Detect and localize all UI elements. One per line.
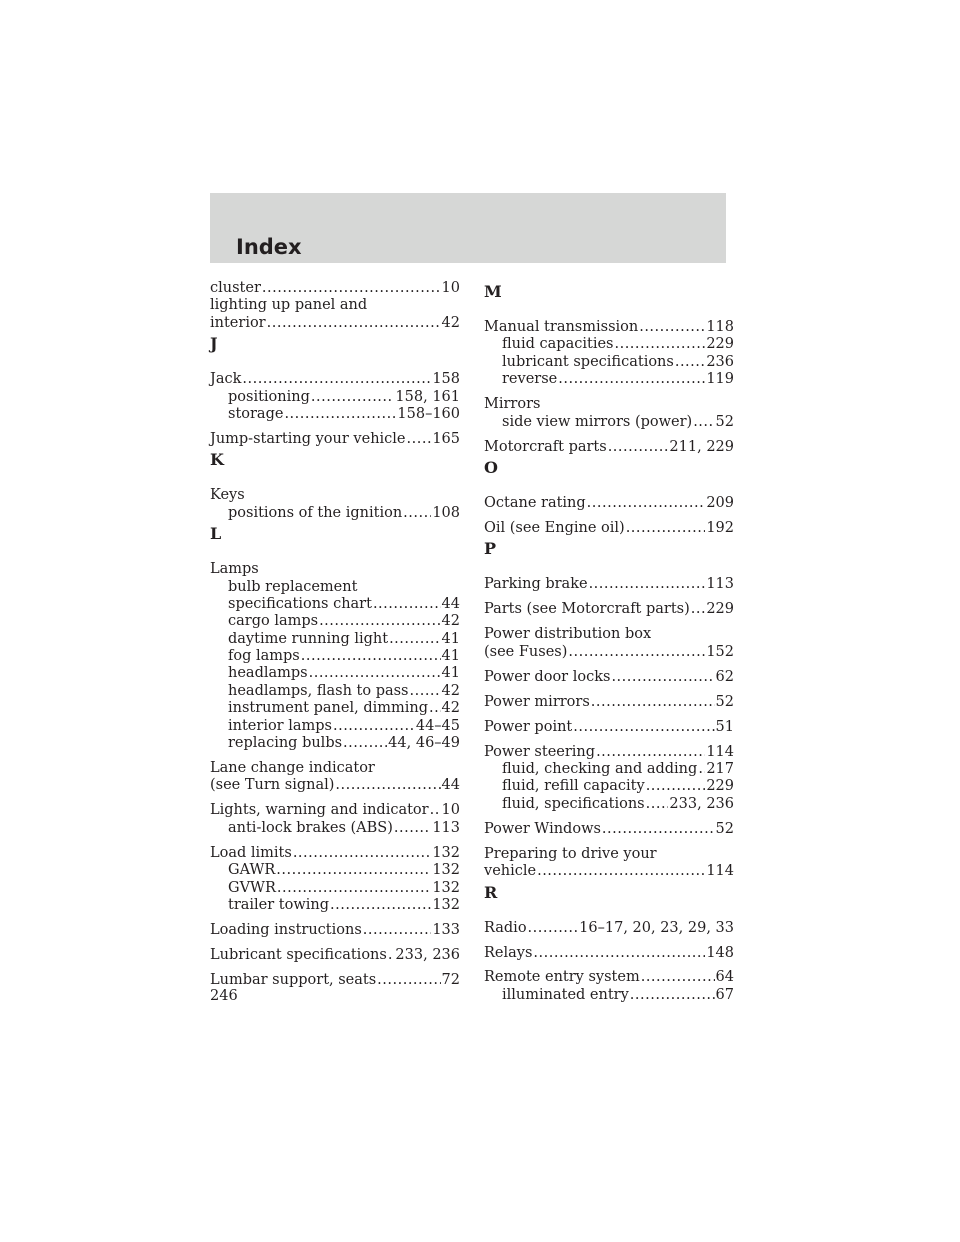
- entry-text: Load limits: [210, 844, 292, 861]
- entry-text: replacing bulbs: [228, 735, 343, 752]
- entry-spacer: [484, 661, 734, 669]
- entry-page-ref: 41: [441, 665, 460, 682]
- entry-page-ref: 233, 236: [395, 946, 460, 963]
- index-subentry: [210, 406, 460, 423]
- index-subentry: [210, 735, 460, 752]
- entry-spacer: [484, 389, 734, 397]
- entry-page-ref: 113: [432, 819, 460, 836]
- dot-leader: [611, 669, 714, 686]
- entry-page-ref: 158, 161: [395, 388, 460, 405]
- index-subentry: [484, 336, 734, 353]
- index-entry: [484, 396, 734, 413]
- entry-page-ref: 132: [432, 896, 460, 913]
- entry-text: Lubricant specifications: [210, 946, 387, 963]
- entry-text: Power door locks: [484, 668, 611, 685]
- entry-text: interior lamps: [228, 717, 332, 734]
- entry-text: Radio: [484, 919, 527, 936]
- index-entry: [210, 777, 460, 794]
- entry-page-ref: 67: [715, 986, 734, 1003]
- entry-page-ref: 233, 236: [669, 795, 734, 812]
- entry-text: daytime running light: [228, 630, 389, 647]
- entry-text: cluster: [210, 280, 261, 296]
- index-entry: [484, 920, 734, 937]
- dot-leader: [330, 897, 431, 914]
- index-entry: [210, 315, 460, 332]
- entry-text: Mirrors: [484, 396, 541, 413]
- page-title: Index: [236, 235, 302, 259]
- entry-text: Preparing to drive your: [484, 845, 657, 862]
- dot-leader: [309, 665, 441, 682]
- index-entry: [484, 694, 734, 711]
- page-number: 246: [210, 988, 238, 1004]
- entry-text: reverse: [502, 371, 558, 388]
- entry-spacer: [484, 813, 734, 821]
- index-entry: [210, 947, 460, 964]
- entry-text: vehicle: [484, 863, 537, 880]
- dot-leader: [301, 648, 441, 665]
- section-letter-m: M: [484, 282, 502, 301]
- index-subentry: [210, 683, 460, 700]
- index-entry: [484, 669, 734, 686]
- entry-page-ref: 44: [441, 595, 460, 612]
- entry-spacer: [210, 752, 460, 760]
- entry-spacer: [484, 711, 734, 719]
- entry-text: GVWR: [228, 879, 276, 896]
- index-entry: [484, 576, 734, 593]
- index-entry: [484, 945, 734, 962]
- entry-text: positioning: [228, 388, 310, 405]
- index-entry: [484, 626, 734, 643]
- entry-spacer: [210, 964, 460, 972]
- section-letter-l: L: [210, 524, 222, 544]
- section-letter-k: K: [210, 450, 224, 470]
- entry-text: cargo lamps: [228, 613, 319, 630]
- dot-leader: [394, 820, 431, 837]
- index-entry: [210, 922, 460, 939]
- entry-page-ref: 44–45: [415, 717, 460, 734]
- entry-text: positions of the ignition: [228, 504, 403, 521]
- entry-text: Lights, warning and indicator: [210, 802, 429, 819]
- entry-page-ref: 52: [715, 413, 734, 430]
- index-entry: [210, 972, 460, 989]
- entry-page-ref: 44, 46–49: [388, 735, 460, 752]
- entry-text: interior: [210, 314, 266, 331]
- entry-page-ref: 42: [441, 700, 460, 717]
- dot-leader: [639, 319, 705, 336]
- entry-text: Oil (see Engine oil): [484, 519, 625, 536]
- entry-text: Jump-starting your vehicle: [210, 430, 406, 447]
- entry-text: fluid, refill capacity: [502, 778, 645, 795]
- dot-leader: [335, 777, 440, 794]
- index-subentry: [210, 820, 460, 837]
- dot-leader: [591, 694, 715, 711]
- entry-text: fog lamps: [228, 648, 300, 665]
- entry-page-ref: 42: [441, 682, 460, 699]
- dot-leader: [242, 371, 431, 388]
- index-entry: [484, 821, 734, 838]
- entry-page-ref: 152: [706, 643, 734, 660]
- index-entry: [210, 760, 460, 777]
- entry-page-ref: 118: [706, 319, 734, 335]
- entry-page-ref: 209: [706, 494, 734, 511]
- dot-leader: [343, 735, 387, 752]
- entry-page-ref: 158–160: [397, 405, 460, 422]
- index-subentry: [210, 880, 460, 897]
- entry-page-ref: 42: [441, 613, 460, 630]
- entry-spacer: [210, 423, 460, 431]
- entry-text: illuminated entry: [502, 986, 629, 1003]
- entry-page-ref: 148: [706, 944, 734, 961]
- index-entry: [484, 495, 734, 512]
- entry-text: Power mirrors: [484, 693, 590, 710]
- index-entry: [484, 969, 734, 986]
- dot-leader: [537, 863, 705, 880]
- entry-page-ref: 72: [441, 971, 460, 988]
- entry-text: Parking brake: [484, 576, 588, 593]
- dot-leader: [626, 520, 706, 537]
- dot-leader: [293, 845, 431, 862]
- entry-text: side view mirrors (power): [502, 413, 693, 430]
- index-entry: [210, 802, 460, 819]
- entry-page-ref: 132: [432, 879, 460, 896]
- entry-text: fluid, specifications: [502, 795, 645, 812]
- dot-leader: [589, 576, 706, 593]
- index-subentry: [210, 505, 460, 522]
- dot-leader: [693, 414, 714, 431]
- entry-spacer: [484, 937, 734, 945]
- entry-text: GAWR: [228, 862, 276, 879]
- entry-page-ref: 44: [441, 777, 460, 794]
- entry-spacer: [484, 838, 734, 846]
- index-entry: [210, 371, 460, 388]
- entry-text: fluid capacities: [502, 336, 614, 353]
- dot-leader: [614, 336, 705, 353]
- entry-text: Relays: [484, 944, 533, 961]
- entry-spacer: [484, 512, 734, 520]
- index-entry: [484, 601, 734, 618]
- dot-leader: [646, 778, 706, 795]
- index-subentry: [484, 371, 734, 388]
- index-subentry: [210, 862, 460, 879]
- index-subentry: [210, 631, 460, 648]
- section-letter-r: R: [484, 882, 498, 902]
- entry-page-ref: 158: [432, 371, 460, 388]
- entry-page-ref: 51: [715, 718, 734, 735]
- entry-text: Parts (see Motorcraft parts): [484, 601, 690, 618]
- entry-text: Octane rating: [484, 494, 586, 511]
- dot-leader: [675, 354, 705, 371]
- dot-leader: [377, 972, 440, 989]
- index-subentry: [210, 665, 460, 682]
- index-entry: [210, 561, 460, 578]
- dot-leader: [407, 431, 432, 448]
- entry-spacer: [484, 594, 734, 602]
- dot-leader: [646, 796, 669, 813]
- section-letter-o: O: [484, 457, 498, 477]
- index-subentry: [484, 778, 734, 795]
- dot-leader: [608, 439, 669, 456]
- entry-text: (see Turn signal): [210, 777, 335, 794]
- index-subentry: [210, 718, 460, 735]
- entry-spacer: [484, 431, 734, 439]
- entry-page-ref: 229: [706, 336, 734, 353]
- entry-text: headlamps, flash to pass: [228, 682, 409, 699]
- entry-text: Lumbar support, seats: [210, 971, 377, 988]
- index-subentry: [210, 648, 460, 665]
- dot-leader: [389, 631, 440, 648]
- dot-leader: [333, 718, 415, 735]
- entry-spacer: [484, 686, 734, 694]
- dot-leader: [568, 644, 705, 661]
- entry-page-ref: 192: [706, 519, 734, 536]
- index-entry: [484, 319, 734, 336]
- dot-leader: [691, 601, 706, 618]
- entry-text: specifications chart: [228, 595, 372, 612]
- entry-text: anti-lock brakes (ABS): [228, 819, 393, 836]
- entry-spacer: [484, 962, 734, 970]
- index-subentry: [484, 987, 734, 1004]
- entry-text: Power steering: [484, 743, 596, 760]
- index-entry: [210, 845, 460, 862]
- entry-page-ref: 62: [715, 668, 734, 685]
- entry-page-ref: 41: [441, 648, 460, 665]
- section-letter-p: P: [484, 539, 497, 559]
- index-subentry: [484, 796, 734, 813]
- entry-text: fluid, checking and adding: [502, 760, 698, 777]
- index-entry: [484, 719, 734, 736]
- dot-leader: [641, 969, 715, 986]
- entry-page-ref: 211, 229: [669, 438, 734, 455]
- entry-page-ref: 133: [432, 921, 460, 938]
- entry-page-ref: 119: [706, 371, 734, 388]
- entry-text: Jack: [210, 371, 242, 388]
- entry-page-ref: 165: [432, 430, 460, 447]
- entry-text: lighting up panel and: [210, 297, 368, 314]
- entry-page-ref: 108: [432, 504, 460, 521]
- index-entry: [484, 846, 734, 863]
- dot-leader: [373, 596, 441, 613]
- entry-text: Manual transmission: [484, 319, 639, 335]
- entry-spacer: [210, 939, 460, 947]
- index-entry: [210, 280, 460, 297]
- index-entry: [484, 520, 734, 537]
- index-subentry: [484, 414, 734, 431]
- dot-leader: [388, 947, 395, 964]
- entry-page-ref: 113: [706, 576, 734, 593]
- entry-spacer: [210, 795, 460, 803]
- dot-leader: [403, 505, 431, 522]
- index-subentry: [210, 613, 460, 630]
- entry-text: instrument panel, dimming: [228, 700, 428, 717]
- dot-leader: [587, 495, 706, 512]
- index-column-right: [484, 280, 734, 1004]
- dot-leader: [698, 761, 705, 778]
- entry-spacer: [484, 736, 734, 744]
- dot-leader: [630, 987, 715, 1004]
- index-entry: [484, 863, 734, 880]
- entry-page-ref: 114: [706, 743, 734, 760]
- entry-text: headlamps: [228, 665, 308, 682]
- entry-text: storage: [228, 405, 284, 422]
- entry-text: bulb replacement: [228, 578, 358, 595]
- entry-spacer: [484, 619, 734, 627]
- dot-leader: [262, 280, 441, 297]
- entry-page-ref: 132: [432, 862, 460, 879]
- index-subentry: [210, 389, 460, 406]
- dot-leader: [596, 744, 705, 761]
- entry-page-ref: 229: [706, 601, 734, 618]
- entry-text: lubricant specifications: [502, 353, 674, 370]
- entry-text: Power point: [484, 718, 573, 735]
- index-subentry: [210, 897, 460, 914]
- entry-page-ref: 64: [715, 969, 734, 986]
- dot-leader: [430, 802, 441, 819]
- dot-leader: [573, 719, 714, 736]
- index-subentry: [210, 700, 460, 717]
- section-letter-j: J: [210, 334, 218, 354]
- dot-leader: [277, 880, 431, 897]
- entry-text: trailer towing: [228, 896, 330, 913]
- entry-page-ref: 217: [706, 760, 734, 777]
- entry-spacer: [210, 837, 460, 845]
- dot-leader: [363, 922, 432, 939]
- dot-leader: [429, 700, 441, 717]
- entry-page-ref: 10: [441, 802, 460, 819]
- dot-leader: [558, 371, 705, 388]
- entry-text: (see Fuses): [484, 643, 568, 660]
- entry-text: Power distribution box: [484, 626, 652, 643]
- entry-page-ref: 10: [441, 280, 460, 296]
- entry-page-ref: 16–17, 20, 23, 29, 33: [579, 919, 734, 936]
- entry-text: Lamps: [210, 561, 259, 578]
- entry-page-ref: 41: [441, 630, 460, 647]
- index-entry: [484, 439, 734, 456]
- index-subentry: [484, 761, 734, 778]
- index-entry: [210, 487, 460, 504]
- index-entry: [484, 644, 734, 661]
- index-subentry: [210, 596, 460, 613]
- index-column-left: [210, 280, 460, 989]
- dot-leader: [602, 821, 715, 838]
- entry-page-ref: 52: [715, 820, 734, 837]
- index-entry: [210, 431, 460, 448]
- dot-leader: [528, 920, 579, 937]
- dot-leader: [533, 945, 705, 962]
- dot-leader: [311, 389, 395, 406]
- index-subentry: [484, 354, 734, 371]
- entry-page-ref: 229: [706, 778, 734, 795]
- dot-leader: [319, 613, 440, 630]
- entry-page-ref: 114: [706, 863, 734, 880]
- index-entry: [210, 297, 460, 314]
- entry-page-ref: 42: [441, 314, 460, 331]
- index-entry: [484, 744, 734, 761]
- entry-page-ref: 236: [706, 353, 734, 370]
- dot-leader: [284, 406, 396, 423]
- entry-text: Motorcraft parts: [484, 438, 607, 455]
- index-subentry: [210, 579, 460, 596]
- entry-text: Lane change indicator: [210, 760, 375, 776]
- entry-text: Remote entry system: [484, 969, 640, 986]
- entry-text: Loading instructions: [210, 921, 362, 938]
- entry-page-ref: 52: [715, 693, 734, 710]
- entry-text: Power Windows: [484, 820, 601, 837]
- dot-leader: [267, 315, 441, 332]
- dot-leader: [276, 862, 431, 879]
- entry-spacer: [210, 914, 460, 922]
- entry-text: Keys: [210, 487, 245, 504]
- dot-leader: [410, 683, 441, 700]
- entry-page-ref: 132: [432, 844, 460, 861]
